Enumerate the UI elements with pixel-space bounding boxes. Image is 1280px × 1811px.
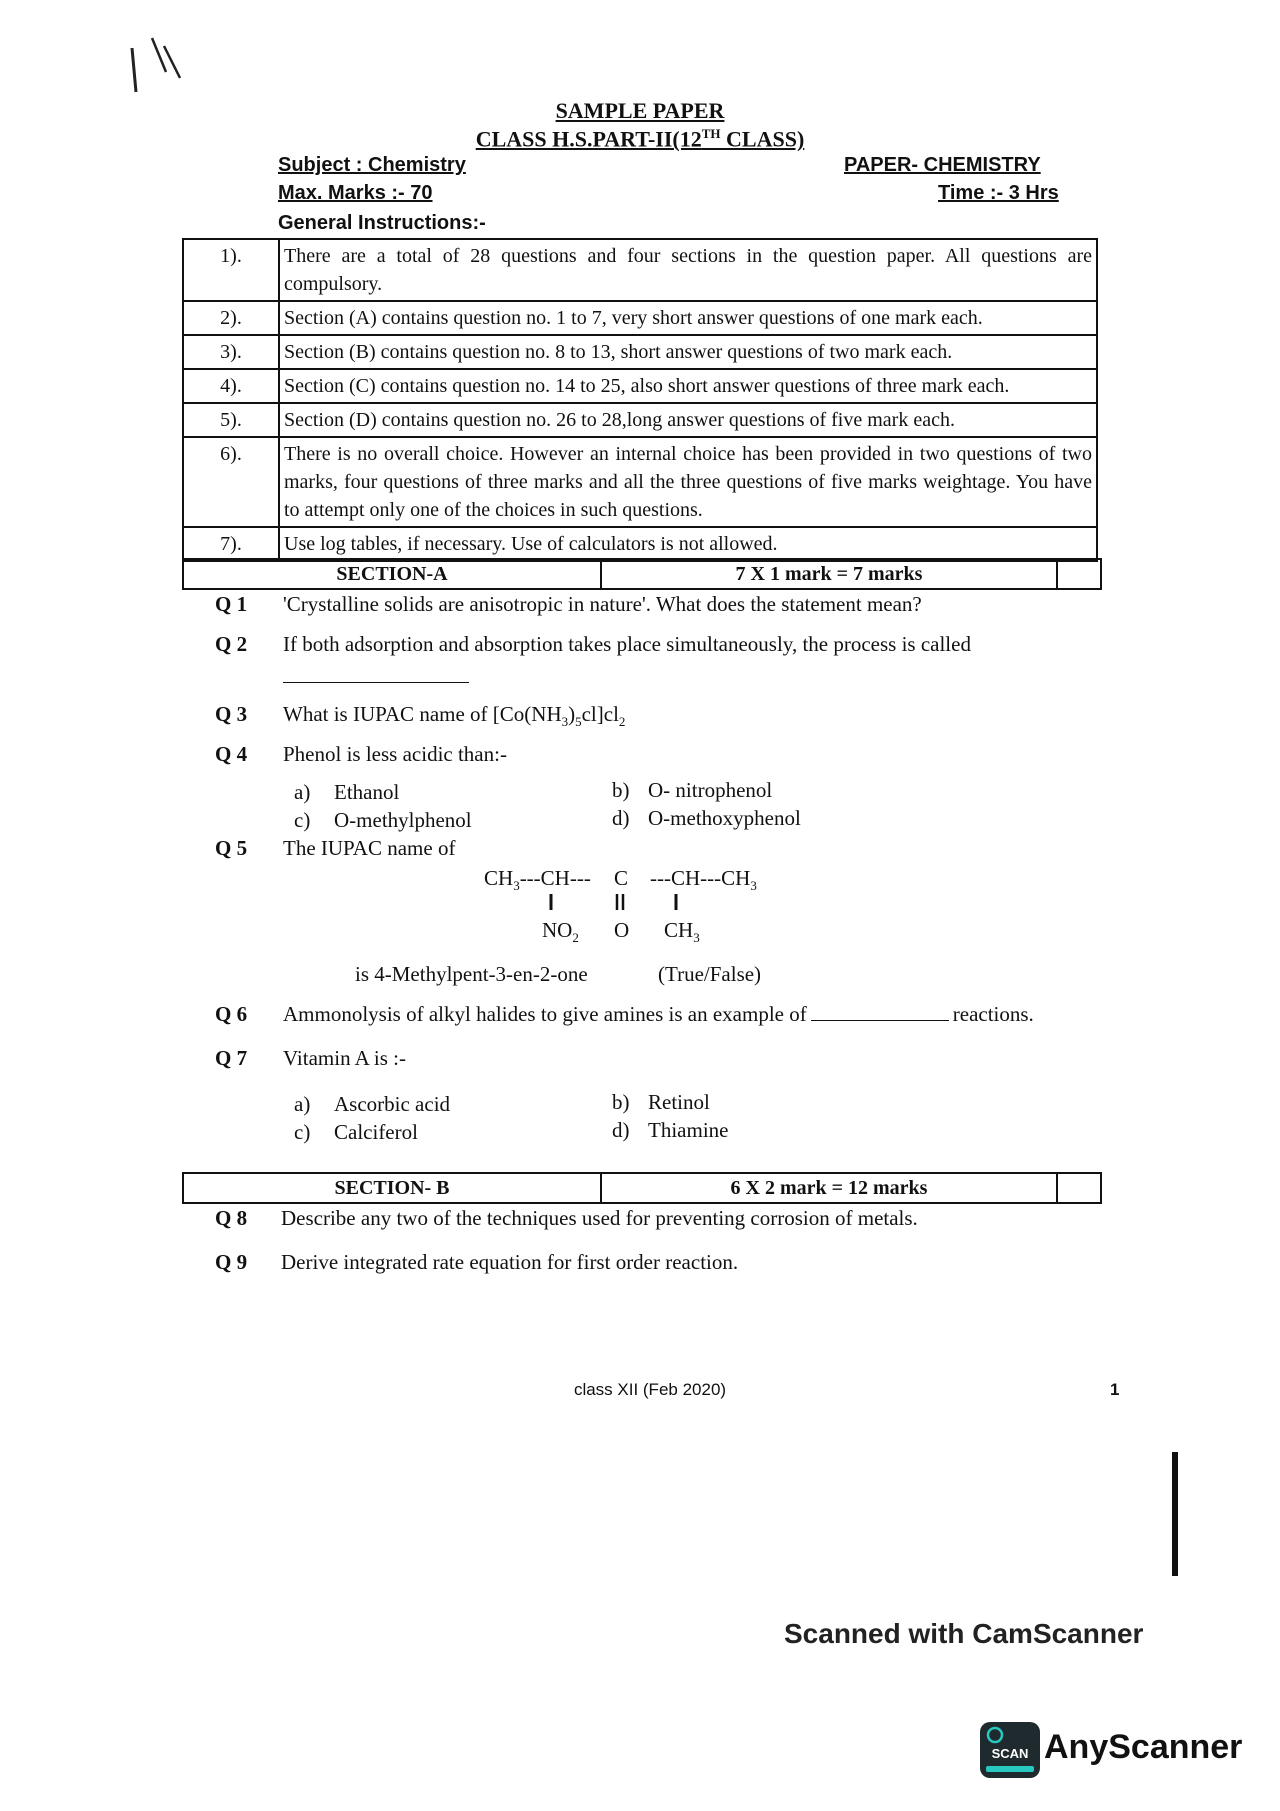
question-number: Q 2 bbox=[215, 632, 248, 656]
camscanner-watermark: Scanned with CamScanner bbox=[784, 1618, 1144, 1649]
answer-blank[interactable] bbox=[283, 682, 469, 683]
chemical-structure: $CH_3---CH---$ C $---CH---CH_3$ $NO_2$ O $CH_3$ bbox=[484, 866, 784, 952]
question-text: 'Crystalline solids are anisotropic in nature'. What does the statement mean? bbox=[283, 592, 922, 616]
section-a-label: SECTION-A bbox=[184, 560, 602, 588]
question-text: Vitamin A is :- bbox=[283, 1046, 406, 1070]
option-c[interactable]: c) O-methylphenol bbox=[294, 808, 472, 832]
section-a-marks: 7 X 1 mark = 7 marks bbox=[602, 560, 1058, 588]
question-text: Derive integrated rate equation for first order reaction. bbox=[281, 1250, 739, 1274]
question-number: Q 9 bbox=[215, 1250, 248, 1274]
instruction-row bbox=[183, 369, 1097, 403]
question-text: Describe any two of the techniques used for preventing corrosion of metals. bbox=[281, 1206, 918, 1230]
bond-lines bbox=[484, 892, 784, 914]
paper-label: PAPER- CHEMISTRY bbox=[844, 154, 1041, 176]
option-b[interactable]: b) Retinol bbox=[612, 1090, 710, 1114]
subject-label: Subject : Chemistry bbox=[278, 154, 466, 176]
page-number: 1 bbox=[1110, 1380, 1120, 1399]
q5-statement: is 4-Methylpent-3-en-2-one bbox=[355, 962, 588, 986]
question-number: Q 1 bbox=[215, 592, 248, 616]
max-marks: Max. Marks :- 70 bbox=[278, 182, 433, 204]
instruction-text: Use log tables, if necessary. Use of calculators is not allowed. bbox=[279, 527, 1097, 561]
question-number: Q 7 bbox=[215, 1046, 248, 1070]
section-a-header bbox=[182, 558, 1102, 590]
option-a[interactable]: a) Ascorbic acid bbox=[294, 1092, 451, 1116]
general-instructions-heading: General Instructions:- bbox=[278, 212, 486, 234]
option-c[interactable]: c) Calciferol bbox=[294, 1120, 418, 1144]
instruction-number: 7). bbox=[183, 527, 279, 561]
instruction-text: Section (A) contains question no. 1 to 7, very short answer questions of one mark each. bbox=[279, 301, 1097, 335]
instruction-row bbox=[183, 239, 1097, 301]
anyscanner-logo bbox=[980, 1722, 1040, 1778]
instruction-number: 5). bbox=[183, 403, 279, 437]
true-false-choice[interactable]: (True/False) bbox=[658, 962, 762, 986]
answer-blank[interactable] bbox=[811, 1002, 949, 1021]
section-b-label: SECTION- B bbox=[184, 1174, 602, 1202]
instruction-number: 1). bbox=[183, 239, 279, 301]
option-d[interactable]: d) Thiamine bbox=[612, 1118, 729, 1142]
section-b-blank-cell bbox=[1058, 1174, 1100, 1202]
instruction-number: 6). bbox=[183, 437, 279, 527]
time-label: Time :- 3 Hrs bbox=[938, 182, 1059, 204]
option-d[interactable]: d) O-methoxyphenol bbox=[612, 806, 801, 830]
option-a[interactable]: a) Ethanol bbox=[294, 780, 400, 804]
question-number: Q 6 bbox=[215, 1002, 248, 1026]
question-text: If both adsorption and absorption takes place simultaneously, the process is called bbox=[283, 632, 971, 656]
option-b[interactable]: b) O- nitrophenol bbox=[612, 778, 773, 802]
question-number: Q 3 bbox=[215, 702, 248, 726]
scan-edge-line bbox=[1172, 1452, 1178, 1576]
instruction-row bbox=[183, 437, 1097, 527]
instructions-table bbox=[182, 238, 1098, 562]
instruction-number: 4). bbox=[183, 369, 279, 403]
instruction-number: 3). bbox=[183, 335, 279, 369]
instruction-row bbox=[183, 403, 1097, 437]
instruction-row bbox=[183, 335, 1097, 369]
scanner-app-icon bbox=[986, 1726, 1004, 1744]
instruction-row bbox=[183, 301, 1097, 335]
scanner-app-icon-text: SCAN bbox=[991, 1746, 1029, 1761]
question-number: Q 4 bbox=[215, 742, 248, 766]
instruction-text: There is no overall choice. However an internal choice has been provided in two questions of two marks, four questions of three marks and all the three questions of five marks weightage. You have to attempt only one of the choices in such questions. bbox=[279, 437, 1097, 527]
paper-title: SAMPLE PAPER bbox=[555, 98, 725, 123]
question-number: Q 5 bbox=[215, 836, 248, 860]
section-b-header bbox=[182, 1172, 1102, 1204]
instruction-text: Section (C) contains question no. 14 to 25, also short answer questions of three mark each. bbox=[279, 369, 1097, 403]
instruction-text: Section (B) contains question no. 8 to 13, short answer questions of two mark each. bbox=[279, 335, 1097, 369]
instruction-row bbox=[183, 527, 1097, 561]
footer-class: class XII (Feb 2020) bbox=[573, 1380, 727, 1399]
question-text: Phenol is less acidic than:- bbox=[283, 742, 507, 766]
class-line: CLASS H.S.PART-II(12TH CLASS) bbox=[475, 126, 805, 152]
instruction-text: Section (D) contains question no. 26 to 28,long answer questions of five mark each. bbox=[279, 403, 1097, 437]
question-text: Ammonolysis of alkyl halides to give amines is an example of reactions. bbox=[283, 1002, 1034, 1026]
instruction-number: 2). bbox=[183, 301, 279, 335]
question-number: Q 8 bbox=[215, 1206, 248, 1230]
instruction-text: There are a total of 28 questions and four sections in the question paper. All questions are compulsory. bbox=[279, 239, 1097, 301]
scanner-app-icon-bar bbox=[986, 1766, 1034, 1772]
anyscanner-watermark: AnyScanner bbox=[1044, 1728, 1243, 1766]
section-b-marks: 6 X 2 mark = 12 marks bbox=[602, 1174, 1058, 1202]
section-a-blank-cell bbox=[1058, 560, 1100, 588]
corner-mark bbox=[124, 30, 194, 105]
question-text: The IUPAC name of bbox=[283, 836, 456, 860]
question-text: What is IUPAC name of $[Co(NH_3)_5cl]cl_2$ bbox=[283, 702, 626, 730]
